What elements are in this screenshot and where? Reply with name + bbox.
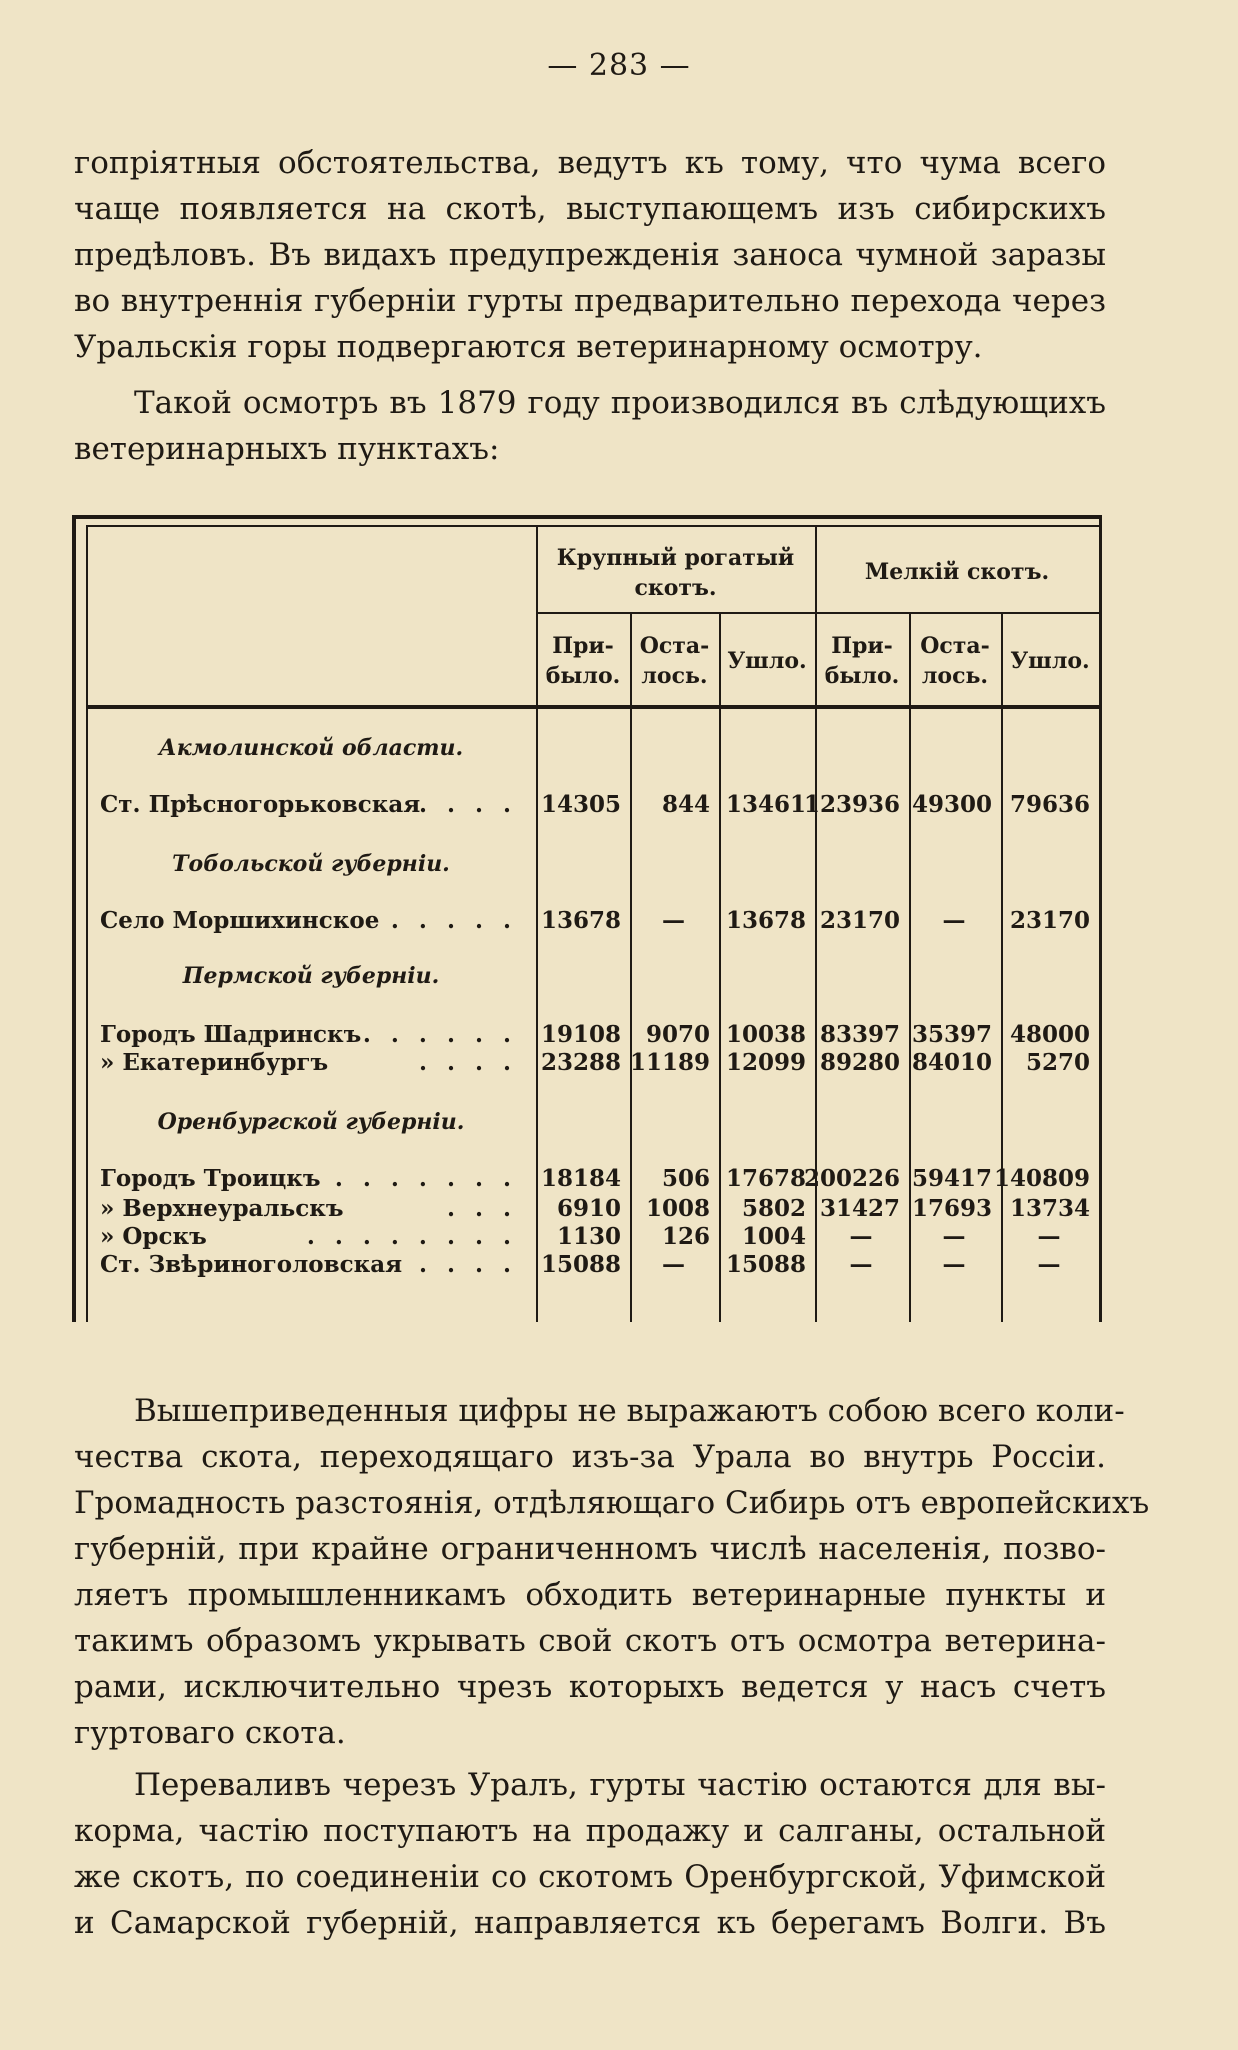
subheader-arrived: [536, 631, 630, 691]
table-cell: 13678: [540, 907, 621, 934]
text-line: Вышеприведенныя цифры не выражаютъ собою всего коли-: [134, 1393, 1125, 1429]
table-cell: 6910: [556, 1195, 621, 1222]
table-cell: 13734: [1009, 1195, 1090, 1222]
text-line: чаще появляется на скотѣ, выступающемъ изъ сибирскихъ: [74, 191, 1106, 227]
table-cell: 35397: [911, 1021, 992, 1048]
paragraph-1: [74, 140, 1106, 370]
section-heading: Акмолинской области.: [158, 735, 464, 761]
row-label: Село Моршихинское: [100, 907, 380, 934]
subheader-left: Ушло.: [727, 648, 807, 674]
row-label: Ст. Прѣсногорьковская: [100, 791, 421, 818]
header-cattle: [536, 543, 815, 603]
subheader-text: было.: [824, 663, 900, 689]
table-cell: 13678: [725, 907, 806, 934]
text-line: рами, исключительно чрезъ которыхъ ведется у насъ счетъ: [74, 1669, 1106, 1705]
inspection-table: [72, 515, 1102, 1322]
subheader-text: лось.: [921, 663, 989, 689]
text-line: Уральскія горы подвергаются ветеринарному осмотру.: [74, 329, 983, 365]
table-cell: 5270: [1025, 1049, 1090, 1076]
table-cell: 17693: [911, 1195, 992, 1222]
table-cell: —: [1037, 1251, 1061, 1278]
subheader-text: лось.: [641, 663, 708, 689]
subheader-text: При-: [552, 633, 614, 659]
section-heading: Пермской губерніи.: [182, 963, 440, 989]
subheader-text: Оста-: [639, 633, 710, 659]
table-cell: 79636: [1009, 791, 1090, 818]
text-line: во внутреннія губерніи гурты предварительно перехода через: [74, 283, 1106, 319]
table-cell: 506: [661, 1165, 710, 1192]
text-line: корма, частію поступаютъ на продажу и салганы, остальной: [74, 1813, 1106, 1849]
subheader-text: было.: [545, 663, 621, 689]
table-cell: 1008: [645, 1195, 710, 1222]
table-cell: 83397: [819, 1021, 900, 1048]
text-line: и Самарской губерній, направляется къ берегамъ Волги. Въ: [74, 1905, 1106, 1941]
subheader-text: Оста-: [920, 633, 990, 659]
table-cell: 123936: [803, 791, 900, 818]
row-leader-dots: . . . . . .: [362, 1021, 517, 1048]
row-leader-dots: . . . .: [418, 791, 517, 818]
table-cell: 84010: [911, 1049, 992, 1076]
row-leader-dots: . . . . . . .: [334, 1165, 517, 1192]
subheader-remained: [909, 631, 1001, 691]
table-cell: 13461: [725, 791, 806, 818]
subheader-remained: [630, 631, 719, 691]
table-cell: —: [662, 1251, 685, 1278]
subheader-left: Ушло.: [1010, 648, 1090, 674]
text-line: Переваливъ черезъ Уралъ, гурты частію остаются для вы-: [134, 1767, 1106, 1803]
table-cell: —: [662, 907, 685, 934]
table-cell: 126: [661, 1223, 710, 1250]
section-heading: Оренбургской губерніи.: [157, 1109, 465, 1135]
row-leader-dots: . . . .: [418, 1049, 517, 1076]
table-cell: 23170: [819, 907, 900, 934]
row-label: Ст. Звѣриноголовская: [100, 1251, 403, 1278]
text-line: гуртоваго скота.: [74, 1715, 346, 1751]
text-line: Такой осмотръ въ 1879 году производился въ слѣдующихъ: [134, 385, 1106, 421]
table-cell: 17678: [725, 1165, 806, 1192]
table-cell: 15088: [540, 1251, 621, 1278]
paragraph-3: [74, 1388, 1150, 1756]
text-line: предѣловъ. Въ видахъ предупрежденія заноса чумной заразы: [74, 237, 1106, 273]
table-cell: 31427: [819, 1195, 900, 1222]
row-leader-dots: . . . . .: [390, 907, 517, 934]
subheader-arrived: [815, 631, 909, 691]
table-cell: 89280: [819, 1049, 900, 1076]
table-cell: 11189: [629, 1049, 710, 1076]
table-cell: 1004: [741, 1223, 806, 1250]
text-line: губерній, при крайне ограниченномъ числѣ населенія, позво-: [74, 1531, 1106, 1567]
table-cell: —: [942, 1251, 966, 1278]
row-label: » Верхнеуральскъ: [100, 1195, 344, 1222]
table-cell: —: [1037, 1223, 1061, 1250]
table-cell: 15088: [725, 1251, 806, 1278]
text-line: ляетъ промышленникамъ обходить ветеринарные пункты и: [74, 1577, 1106, 1613]
text-line: ветеринарныхъ пунктахъ:: [74, 431, 500, 467]
row-leader-dots: . . .: [446, 1195, 517, 1222]
text-line: гопріятныя обстоятельства, ведутъ къ тому, что чума всего: [74, 145, 1106, 181]
text-line: Громадность разстоянія, отдѣляющаго Сибирь отъ европейскихъ: [74, 1485, 1150, 1521]
table-cell: —: [942, 1223, 966, 1250]
table-cell: 14305: [540, 791, 621, 818]
table-cell: 200226: [803, 1165, 900, 1192]
table-cell: 10038: [725, 1021, 806, 1048]
row-label: » Екатеринбургъ: [100, 1049, 329, 1076]
table-cell: —: [849, 1251, 873, 1278]
table-cell: 59417: [911, 1165, 992, 1192]
table-cell: 12099: [725, 1049, 806, 1076]
table-cell: 1130: [556, 1223, 621, 1250]
paragraph-2: [74, 380, 1106, 472]
header-cattle-line2: скотъ.: [634, 575, 717, 601]
row-label: » Орскъ: [100, 1223, 207, 1250]
text-line: чества скота, переходящаго изъ-за Урала во внутрь Россіи.: [74, 1439, 1106, 1475]
text-line: же скотъ, по соединеніи со скотомъ Оренбургской, Уфимской: [74, 1859, 1106, 1895]
row-leader-dots: . . . . . . . .: [306, 1223, 517, 1250]
table-cell: 19108: [540, 1021, 621, 1048]
paragraph-4: [74, 1762, 1106, 1946]
table-cell: 9070: [645, 1021, 710, 1048]
row-leader-dots: . . . .: [418, 1251, 517, 1278]
section-heading: Тобольской губерніи.: [172, 851, 450, 877]
page-number: — 283 —: [547, 48, 691, 83]
table-cell: 48000: [1009, 1021, 1090, 1048]
header-cattle-line1: Крупный рогатый: [556, 545, 795, 571]
table-cell: 49300: [911, 791, 992, 818]
subheader-text: При-: [831, 633, 893, 659]
table-cell: 23288: [540, 1049, 621, 1076]
table-cell: 140809: [993, 1165, 1090, 1192]
text-line: такимъ образомъ укрывать свой скотъ отъ осмотра ветерина-: [74, 1623, 1106, 1659]
row-label: Городъ Шадринскъ: [100, 1021, 362, 1048]
table-cell: —: [942, 907, 966, 934]
table-cell: 18184: [540, 1165, 621, 1192]
header-small-livestock: Мелкій скотъ.: [864, 559, 1050, 585]
table-cell: 5802: [741, 1195, 806, 1222]
row-label: Городъ Троицкъ: [100, 1165, 321, 1192]
table-cell: 844: [661, 791, 710, 818]
table-cell: 23170: [1009, 907, 1090, 934]
table-cell: —: [849, 1223, 873, 1250]
